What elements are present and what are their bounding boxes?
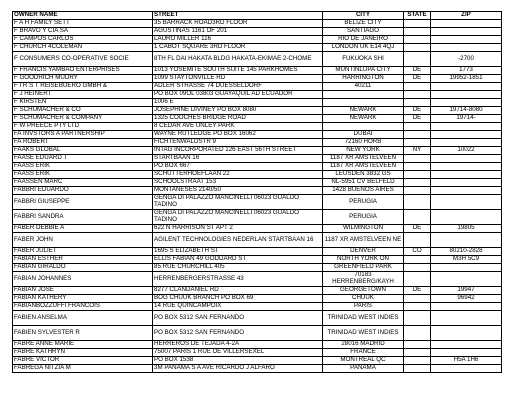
city-cell: NEW YORK: [323, 147, 404, 155]
zip-cell: [431, 365, 502, 373]
table-row: [13, 365, 502, 373]
street-cell: HERRENBERGERSTRASSE 43: [153, 272, 323, 287]
owner-name-cell: FABER DEBBIE A: [13, 225, 153, 233]
state-cell: DE: [404, 75, 431, 83]
street-cell: PO BOX 5312 SAN FERNANDO: [153, 311, 323, 326]
state-cell: [404, 341, 431, 349]
owner-name-cell: FABREGA NITZIA M: [13, 365, 153, 373]
owner-name-header: OWNER NAME: [13, 12, 153, 20]
city-cell: PERUGIA: [323, 195, 404, 210]
city-cell: MUNTINLUPA CITY: [323, 67, 404, 75]
street-cell: 1325 COOCHES BRIDGE ROAD: [153, 115, 323, 123]
table-row: [13, 264, 502, 272]
city-cell: 1428 BUENOS AIRES: [323, 187, 404, 195]
city-cell: NL-5951 CV BELFELD: [323, 179, 404, 187]
table-row: [13, 357, 502, 365]
zip-cell: 80210-2828: [431, 248, 502, 256]
table-row: [13, 303, 502, 311]
state-cell: [404, 349, 431, 357]
table-row: [13, 326, 502, 341]
street-cell: 622 N HARRISON ST APT 2: [153, 225, 323, 233]
zip-cell: [431, 311, 502, 326]
table-row: [13, 295, 502, 303]
owner-name-cell: F W PREECE PTY LTD: [13, 123, 153, 131]
city-cell: NEWARK: [323, 107, 404, 115]
state-cell: [404, 295, 431, 303]
city-cell: GREENFIELD PARK: [323, 264, 404, 272]
table-row: [13, 123, 502, 131]
state-cell: CO: [404, 248, 431, 256]
zip-cell: [431, 139, 502, 147]
state-cell: DE: [404, 225, 431, 233]
table-row: [13, 36, 502, 44]
street-cell: AGILENT TECHNOLOGIES NEDERLAN STARTBAAN 16: [153, 233, 323, 248]
state-cell: NY: [404, 147, 431, 155]
owner-name-cell: F KIRSTEN: [13, 99, 153, 107]
owner-name-cell: FABER JOHN: [13, 233, 153, 248]
table-row: [13, 272, 502, 287]
city-cell: 1187 XR AMSTELVEEN: [323, 155, 404, 163]
state-cell: [404, 20, 431, 28]
state-cell: [404, 99, 431, 107]
owner-name-cell: F BRAVO Y CIA SA: [13, 28, 153, 36]
table-row: [13, 341, 502, 349]
zip-cell: [431, 264, 502, 272]
state-cell: [404, 365, 431, 373]
city-cell: [323, 99, 404, 107]
owner-name-cell: FABIEN ANSELMA: [13, 311, 153, 326]
zip-cell: H5A 1H6: [431, 357, 502, 365]
zip-cell: 19952-1851: [431, 75, 502, 83]
table-row: [13, 187, 502, 195]
table-row: [13, 91, 502, 99]
city-cell: TRINIDAD WEST INDIES: [323, 311, 404, 326]
street-cell: LAURO MILLER 116: [153, 36, 323, 44]
owner-name-cell: F CONSUMERS CO-OPERATIVE SOCIE: [13, 52, 153, 67]
owner-name-cell: FAASE EDUARD T: [13, 155, 153, 163]
zip-cell: [431, 99, 502, 107]
zip-cell: [431, 210, 502, 225]
street-cell: PO BOX 667: [153, 163, 323, 171]
table-row: [13, 75, 502, 83]
city-cell: RIO DE JANEIRO: [323, 36, 404, 44]
city-cell: FUKUOKA SHI: [323, 52, 404, 67]
owner-name-cell: F CAMPOS CARLOS: [13, 36, 153, 44]
zip-cell: [431, 123, 502, 131]
city-cell: NORTH YORK ON: [323, 256, 404, 264]
zip-cell: [431, 155, 502, 163]
state-cell: [404, 36, 431, 44]
zip-cell: 19805: [431, 225, 502, 233]
street-cell: PO BOX 5312 SAN FERNANDO: [153, 326, 323, 341]
state-cell: [404, 256, 431, 264]
street-cell: HERREROS DE TEJADA 4-2A: [153, 341, 323, 349]
owner-name-cell: FABRE KATHRYN: [13, 349, 153, 357]
zip-cell: 19714-: [431, 115, 502, 123]
state-cell: [404, 155, 431, 163]
street-cell: PO BOX 09OL 03803 GUAYAQUIL AD ECUADOR: [153, 91, 323, 99]
street-cell: PO BOX 1538: [153, 357, 323, 365]
zip-cell: [431, 187, 502, 195]
street-cell: SCHUTTERHOEFLAAN 22: [153, 171, 323, 179]
owner-address-table: [12, 11, 502, 373]
zip-cell: [431, 28, 502, 36]
state-cell: [404, 123, 431, 131]
table-row: [13, 20, 502, 28]
city-header: CITY: [323, 12, 404, 20]
table-row: [13, 171, 502, 179]
owner-name-cell: FAASS ERIK: [13, 171, 153, 179]
zip-cell: [431, 131, 502, 139]
street-cell: ADLER STRASSE 74 DUESSELDORF: [153, 83, 323, 91]
zip-cell: 10022: [431, 147, 502, 155]
header-row: [13, 12, 502, 20]
state-cell: [404, 311, 431, 326]
city-cell: PARIS: [323, 303, 404, 311]
state-cell: [404, 163, 431, 171]
street-cell: 1099 STAYTONVILLE RD: [153, 75, 323, 83]
street-cell: STARTBAAN 16: [153, 155, 323, 163]
owner-name-cell: FABIAN KATHERY: [13, 295, 153, 303]
table-row: [13, 131, 502, 139]
state-cell: [404, 326, 431, 341]
street-cell: 1 CABOT SQUARE 3RD FLOOR: [153, 44, 323, 52]
street-header: STREET: [153, 12, 323, 20]
table-row: [13, 349, 502, 357]
zip-cell: [431, 233, 502, 248]
owner-name-cell: F SCHUMACHER & COMPANY: [13, 115, 153, 123]
street-cell: 35 BARRACK ROAD3RD FLOOR: [153, 20, 323, 28]
table-row: [13, 83, 502, 91]
zip-cell: [431, 36, 502, 44]
zip-cell: [431, 44, 502, 52]
table-row: [13, 287, 502, 295]
state-cell: [404, 210, 431, 225]
table-row: [13, 99, 502, 107]
city-cell: [323, 91, 404, 99]
table-row: [13, 139, 502, 147]
street-cell: 8TH FL DAI HAKATA BLDG HAKATA-EKIMAE 2-CHOME: [153, 52, 323, 67]
city-cell: PANAMA: [323, 365, 404, 373]
table-row: [13, 107, 502, 115]
owner-name-cell: FABIAN JOHANNES: [13, 272, 153, 287]
owner-name-cell: FAAKS GLOBAL: [13, 147, 153, 155]
city-cell: FRANCE: [323, 349, 404, 357]
zip-cell: -2700: [431, 52, 502, 67]
zip-cell: 19714-8080: [431, 107, 502, 115]
city-cell: LONDON UK E14 4QJ: [323, 44, 404, 52]
table-row: [13, 155, 502, 163]
zip-cell: M3H 5C9: [431, 256, 502, 264]
table-row: [13, 28, 502, 36]
street-cell: BOG CHUUK BRANCH PO BOX 69: [153, 295, 323, 303]
street-cell: MONTANESES 2140/50: [153, 187, 323, 195]
city-cell: HARRINGTON: [323, 75, 404, 83]
owner-name-cell: F FRANCIS YAMBAO ENTERPRISES: [13, 67, 153, 75]
street-cell: FICHTENWALDSTR 9: [153, 139, 323, 147]
owner-name-cell: FAASS ERIK: [13, 163, 153, 171]
city-cell: 40211: [323, 83, 404, 91]
table-row: [13, 163, 502, 171]
table-row: [13, 195, 502, 210]
city-cell: BELIZE CITY: [323, 20, 404, 28]
owner-name-cell: FABIAN ESTHER: [13, 256, 153, 264]
owner-name-cell: FABIEN SYLVESTER R: [13, 326, 153, 341]
city-cell: TRINIDAD WEST INDIES: [323, 326, 404, 341]
zip-cell: [431, 272, 502, 287]
city-cell: NEWARK: [323, 115, 404, 123]
zip-cell: [431, 341, 502, 349]
table-row: [13, 248, 502, 256]
table-row: [13, 52, 502, 67]
owner-name-cell: F I R S T REISEBUERO GMBH &: [13, 83, 153, 91]
owner-name-cell: FABRE VICTOR: [13, 357, 153, 365]
street-cell: WAYNE RUTLEDGE PO BOX 16062: [153, 131, 323, 139]
zip-cell: [431, 20, 502, 28]
state-cell: [404, 233, 431, 248]
state-cell: [404, 28, 431, 36]
table-row: [13, 115, 502, 123]
zip-cell: 19947: [431, 287, 502, 295]
table-row: [13, 233, 502, 248]
owner-name-cell: FABER JULIET: [13, 248, 153, 256]
street-cell: GENGA DI PALAZZO MANCINELLI 06023 GUALDO TADINO: [153, 195, 323, 210]
city-cell: 72160 HORB: [323, 139, 404, 147]
state-cell: [404, 187, 431, 195]
street-cell: 1013 YOSEMITE SOUTH SUITE 145 PARKHOMES: [153, 67, 323, 75]
owner-name-cell: FABIAN JOSE: [13, 287, 153, 295]
street-cell: 14 RUE QUINCAMPOIX: [153, 303, 323, 311]
state-cell: [404, 139, 431, 147]
city-cell: LEUSDEN 3832 GS: [323, 171, 404, 179]
state-cell: DE: [404, 287, 431, 295]
street-cell: 3M PANAMA S A AVE RICARDO J ALFARO: [153, 365, 323, 373]
owner-name-cell: F J HEINERT: [13, 91, 153, 99]
table-row: [13, 225, 502, 233]
owner-name-cell: FABBRI GIUSEPPE: [13, 195, 153, 210]
owner-name-cell: FABRE ANNE MARIE: [13, 341, 153, 349]
city-cell: 1187 XR AMSTELVEEN NE: [323, 233, 404, 248]
city-cell: 70183 HERRENBERG/KAYH: [323, 272, 404, 287]
street-cell: JOSEPHINE DIVINEY PO BOX 8080: [153, 107, 323, 115]
table-row: [13, 67, 502, 75]
zip-cell: [431, 171, 502, 179]
owner-name-cell: FABBRI EDUARDO: [13, 187, 153, 195]
street-cell: 1006 E: [153, 99, 323, 107]
zip-cell: [431, 303, 502, 311]
city-cell: WILMINGTON: [323, 225, 404, 233]
zip-header: ZIP: [431, 12, 502, 20]
state-cell: [404, 264, 431, 272]
state-cell: [404, 195, 431, 210]
state-cell: [404, 179, 431, 187]
state-cell: [404, 272, 431, 287]
owner-name-cell: FABBRI SANDRA: [13, 210, 153, 225]
state-cell: [404, 171, 431, 179]
owner-name-cell: FAASSEN MARC: [13, 179, 153, 187]
city-cell: PERUGIA: [323, 210, 404, 225]
city-cell: MONTREAL QC: [323, 357, 404, 365]
owner-name-cell: FABIANBOZZUFFI FRANCOIS: [13, 303, 153, 311]
city-cell: GEORGETOWN: [323, 287, 404, 295]
zip-cell: [431, 163, 502, 171]
state-cell: [404, 44, 431, 52]
street-cell: 8 CEDAR AVE UNLEY PARK: [153, 123, 323, 131]
table-row: [13, 311, 502, 326]
table-row: [13, 179, 502, 187]
zip-cell: [431, 349, 502, 357]
state-cell: [404, 303, 431, 311]
city-cell: DUBAI: [323, 131, 404, 139]
zip-cell: [431, 91, 502, 99]
state-header: STATE: [404, 12, 431, 20]
zip-cell: [431, 83, 502, 91]
state-cell: [404, 357, 431, 365]
city-cell: CHUUK: [323, 295, 404, 303]
state-cell: DE: [404, 67, 431, 75]
owner-name-cell: FA ROBERT: [13, 139, 153, 147]
street-cell: SCHOOLSTRAAT 153: [153, 179, 323, 187]
street-cell: INTAG INCORPORATED 126 EAST 56TH STREET: [153, 147, 323, 155]
table-row: [13, 44, 502, 52]
city-cell: DENVER: [323, 248, 404, 256]
owner-name-cell: FABIAN GIRALDO: [13, 264, 153, 272]
street-cell: AGUSTINAS 1161 OF 201: [153, 28, 323, 36]
owner-name-cell: F A H FAMILY SETT: [13, 20, 153, 28]
table-row: [13, 256, 502, 264]
owner-name-cell: F GOODRICH MUDRY: [13, 75, 153, 83]
zip-cell: 96942: [431, 295, 502, 303]
city-cell: 28016 MADRID: [323, 341, 404, 349]
street-cell: 75007 PARIS 1 RUE DE VILLERSEXEL: [153, 349, 323, 357]
city-cell: 1187 XR AMSTELVEEN: [323, 163, 404, 171]
zip-cell: [431, 179, 502, 187]
owner-name-cell: F SCHUMACHER & CO: [13, 107, 153, 115]
table-row: [13, 210, 502, 225]
city-cell: SANTIAGO: [323, 28, 404, 36]
zip-cell: 1773: [431, 67, 502, 75]
table-row: [13, 147, 502, 155]
street-cell: ELLIS FABIAN 49 GODDARD ST: [153, 256, 323, 264]
zip-cell: [431, 195, 502, 210]
street-cell: GENGA DI PALAZZO MANCINELLI 06023 GUALDO TADINO: [153, 210, 323, 225]
owner-name-cell: FA INVSTORS A PARTNERSHIP: [13, 131, 153, 139]
street-cell: 8277 CLANDANIEL RD: [153, 287, 323, 295]
state-cell: [404, 131, 431, 139]
owner-name-cell: F CHURCH 4COLEMAN: [13, 44, 153, 52]
city-cell: [323, 123, 404, 131]
state-cell: [404, 91, 431, 99]
zip-cell: [431, 326, 502, 341]
state-cell: [404, 83, 431, 91]
state-cell: [404, 52, 431, 67]
state-cell: DE: [404, 115, 431, 123]
street-cell: 85 RUE CHURCHILL 405: [153, 264, 323, 272]
state-cell: DE: [404, 107, 431, 115]
street-cell: 1695 S ELIZABETH ST: [153, 248, 323, 256]
